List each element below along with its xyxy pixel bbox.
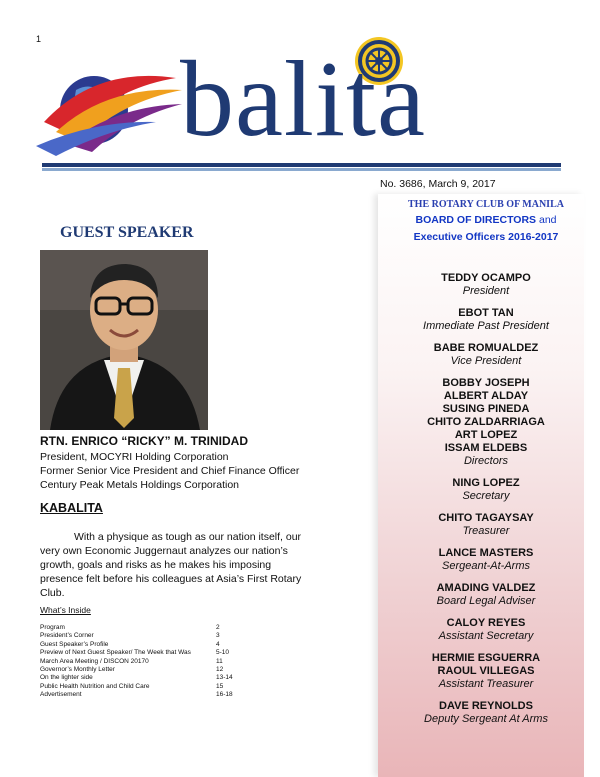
toc-item-title: Advertisement [40,691,82,699]
officer-name: HERMIE ESGUERRA [431,652,541,664]
officer-entry [388,307,584,333]
kabalita-heading: KABALITA [40,501,103,515]
page-number: 1 [36,34,42,44]
board-title-exec: Executive Officers 2016-2017 [413,231,559,243]
masthead-rule-light [42,168,561,171]
board-title [388,212,584,246]
masthead-title: balita [180,40,426,159]
officer-name: BABE ROMUALDEZ [433,342,539,354]
toc-item [40,683,300,691]
officer-role: Directors [463,455,508,467]
toc-item [40,632,300,640]
officer-entry [388,377,584,468]
officer-role: Vice President [450,355,522,367]
speaker-title-1: President, MOCYRI Holding Corporation [40,451,229,463]
issue-line: No. 3686, March 9, 2017 [380,178,496,190]
speaker-name: RTN. ENRICO “RICKY” M. TRINIDAD [40,434,248,448]
officer-entry [388,342,584,368]
officer-entry [388,512,584,538]
officer-name: ALBERT ALDAY [443,390,529,402]
officer-name: ISSAM ELDEBS [444,442,528,454]
toc-item-title: On the lighter side [40,674,93,682]
officer-role: Deputy Sergeant At Arms [424,713,548,725]
officer-name: ART LOPEZ [454,429,518,441]
officer-name: EBOT TAN [458,307,514,319]
officer-role: Assistant Secretary [438,630,534,642]
officer-entry [388,477,584,503]
toc-item [40,658,300,666]
toc-item [40,674,300,682]
board-title-bold: BOARD OF DIRECTORS [415,214,537,226]
officer-name: AMADING VALDEZ [436,582,536,594]
whats-inside-list [40,624,300,700]
officer-role: Board Legal Adviser [436,595,536,607]
toc-item-page: 5-10 [216,649,230,657]
officer-name: TEDDY OCAMPO [441,272,531,284]
toc-item-title: Public Health Nutrition and Child Care [40,682,150,690]
officer-name: CHITO ZALDARRIAGA [427,416,545,428]
officer-entry [388,652,584,691]
toc-item-page: 4 [216,640,220,648]
officer-name: DAVE REYNOLDS [439,700,533,712]
toc-item-title: Governor’s Monthly Letter [40,666,115,674]
toc-item [40,691,300,699]
toc-item [40,666,300,674]
officer-entry [388,272,584,298]
toc-item-page: 12 [216,666,224,674]
officer-name: SUSING PINEDA [442,403,530,415]
toc-item-page: 2 [216,624,220,631]
officer-name: CHITO TAGAYSAY [438,512,534,524]
whats-inside-heading: What’s Inside [40,605,91,615]
speaker-title-2: Former Senior Vice President and Chief Finance Officer [40,465,300,477]
kabalita-text: With a physique as tough as our nation itself, our very own Economic Juggernaut analyzes our nation’s growth, goals and risks as he makes his imposing presence felt before his colleagues at Asia’s First Rotary Club. [40,531,302,599]
toc-item-title: March Area Meeting / DISCON 20170 [40,657,149,665]
officer-entry [388,547,584,573]
officer-name: CALOY REYES [446,617,526,629]
officer-role: Sergeant-At-Arms [441,560,531,572]
toc-item-page: 15 [216,682,224,690]
toc-item-title: Preview of Next Guest Speaker/ The Week that Was [40,649,191,657]
speaker-title-3: Century Peak Metals Holdings Corporation [40,479,240,491]
guest-speaker-heading: GUEST SPEAKER [60,224,194,241]
toc-item-page: 16-18 [216,691,233,699]
officer-role: President [462,285,510,297]
officer-role: Assistant Treasurer [438,678,534,690]
officer-role: Immediate Past President [423,320,549,332]
officer-entry [388,700,584,726]
toc-item-page: 11 [216,657,223,665]
toc-item-title: President’s Corner [40,632,94,640]
toc-item-page: 13-14 [216,674,233,682]
speaker-photo [40,250,208,430]
club-name: THE ROTARY CLUB OF MANILA [408,199,564,210]
toc-item [40,641,300,649]
board-title-and: and [536,214,557,226]
masthead-rule [42,163,561,167]
globe-swoosh-logo [36,60,186,160]
toc-item [40,624,300,632]
officer-name: BOBBY JOSEPH [442,377,530,389]
officer-list [388,272,584,735]
officer-entry [388,617,584,643]
toc-item-page: 3 [216,632,220,640]
officer-entry [388,582,584,608]
toc-item [40,649,300,657]
officer-name: RAOUL VILLEGAS [437,665,535,677]
officer-name: NING LOPEZ [452,477,520,489]
officer-name: LANCE MASTERS [438,547,534,559]
officer-role: Treasurer [462,525,510,537]
officer-role: Secretary [462,490,510,502]
toc-item-title: Program [40,624,65,631]
toc-item-title: Guest Speaker’s Profile [40,640,109,648]
